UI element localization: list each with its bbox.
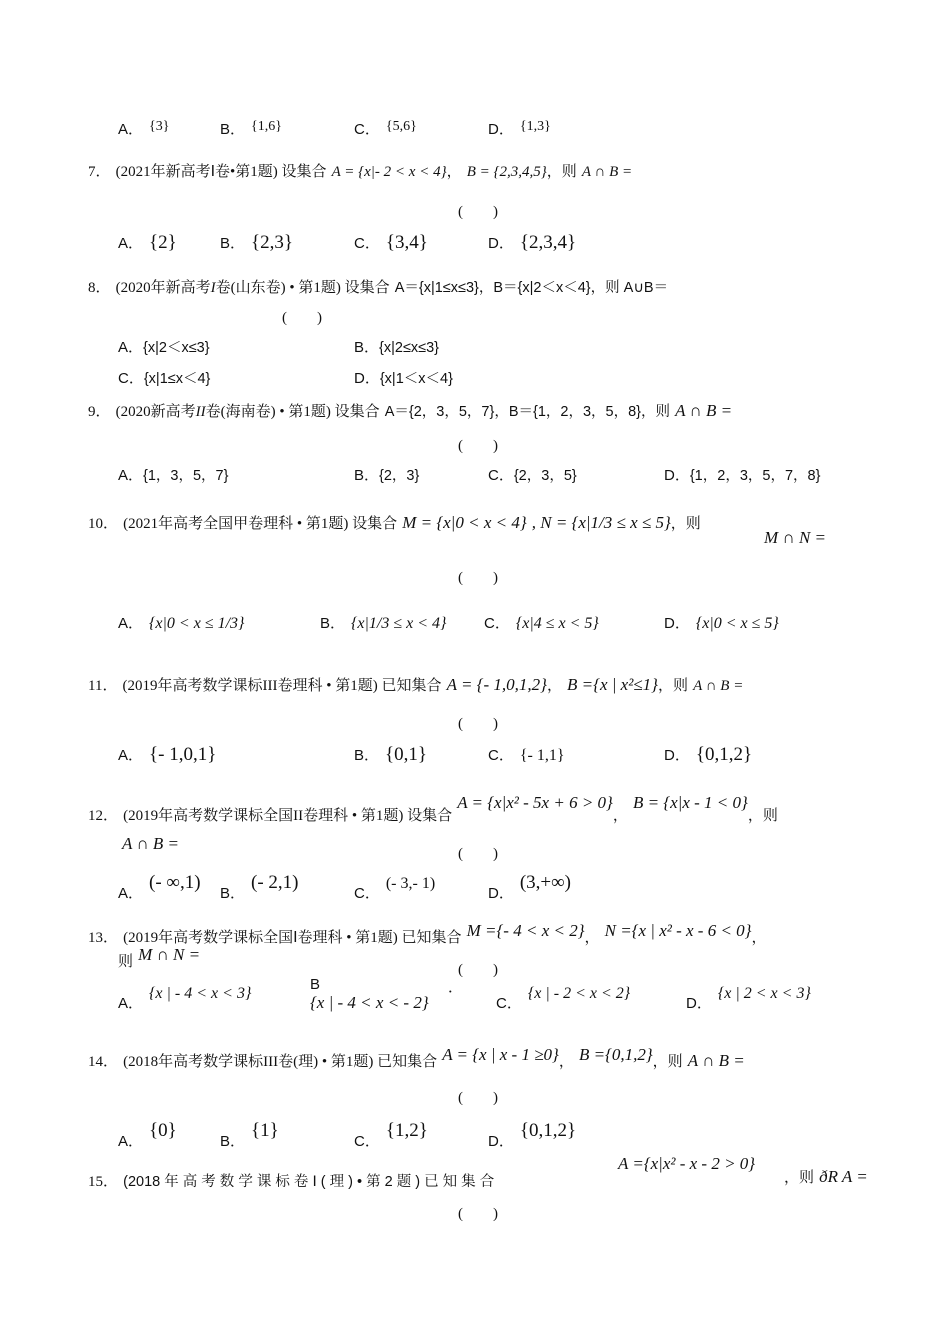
question-15 [88, 1170, 494, 1191]
question-number: 9． [88, 404, 111, 420]
set-n: , N = {x|1/3 ≤ x ≤ 5} [531, 513, 671, 532]
option-c [488, 744, 565, 765]
then-word: ，则 [747, 808, 778, 824]
option-value: {x | 2 < x < 3} [717, 985, 811, 1002]
option-value: (- 2,1) [251, 872, 299, 893]
then-word: ，则 [784, 1170, 815, 1186]
option-value: (3,+∞) [519, 872, 572, 893]
expression: ðR A = [819, 1167, 868, 1186]
option-b [220, 118, 282, 139]
option-a [118, 118, 169, 139]
option-a [118, 872, 201, 902]
expression: A ∩ B = [675, 401, 733, 420]
set-m: M ={- 4 < x < 2} [466, 921, 585, 940]
option-value: (- 3,- 1) [385, 875, 436, 892]
option-b [310, 976, 429, 1013]
option-label: ． [448, 979, 464, 996]
option-value: (- ∞,1) [149, 872, 201, 893]
option-d [664, 744, 752, 766]
option-c [484, 612, 599, 633]
question-source: (2019年高考数学课标III卷理科 • 第1题) 已知集合 [122, 678, 442, 694]
question-number: 10． [88, 516, 119, 532]
separator: ， [558, 1054, 574, 1070]
question-source: (2021年高考全国甲卷理科 • 第1题) 设集合 [123, 516, 398, 532]
option-b [354, 744, 427, 766]
option-d [488, 232, 576, 254]
option-c [354, 1120, 428, 1150]
set-b: B ={0,1,2} [578, 1045, 653, 1064]
answer-paren: ( ) [458, 962, 498, 978]
option-value: {5,6} [385, 119, 417, 134]
answer-paren: ( ) [458, 1206, 498, 1222]
option-label: C． [488, 467, 514, 484]
option-d [488, 118, 551, 139]
option-d [488, 1120, 577, 1150]
option-label: D． [664, 467, 690, 484]
sets: A＝{x|1≤x≤3}，B＝{x|2＜x＜4}，则 A∪B＝ [394, 280, 669, 296]
separator: ， [751, 930, 767, 946]
option-label: A． [118, 885, 144, 902]
option-b-dot [448, 976, 463, 997]
option-label: B． [220, 235, 246, 252]
option-label: D． [664, 615, 690, 632]
answer-paren: ( ) [282, 310, 322, 326]
answer-paren: ( ) [458, 204, 498, 220]
option-d [686, 982, 811, 1012]
question-15-tail [784, 1166, 868, 1187]
question-14 [88, 1045, 745, 1071]
set-b: B ={x | x²≤1} [567, 675, 658, 694]
option-value: {x|1/3 ≤ x < 4} [351, 615, 447, 632]
option-label: C． [354, 235, 380, 252]
set-m: M = {x|0 < x < 4} [402, 513, 527, 532]
option-label: A． [118, 467, 144, 484]
option-value: {0,1,2} [695, 744, 753, 765]
question-source-2: 卷(山东卷) • 第1题) 设集合 [215, 280, 390, 296]
set-a: A ={x|x² - x - 2 > 0} [618, 1154, 756, 1173]
question-number: 13． [88, 930, 119, 946]
option-value: {1,3} [519, 119, 551, 134]
expression: A ∩ B = [581, 164, 633, 180]
option-c [354, 118, 417, 139]
question-13-line-2 [118, 945, 201, 971]
option-b [220, 232, 293, 254]
option-value: {1} [251, 1120, 279, 1141]
question-number: 11． [88, 678, 118, 694]
question-10 [88, 512, 701, 533]
question-source: (2020新高考 [115, 404, 196, 420]
option-value: {x | - 4 < x < - 2} [310, 993, 429, 1012]
then-word: ，则 [546, 164, 577, 180]
expression: M ∩ N = [138, 945, 201, 964]
option-b [220, 872, 299, 902]
question-number: 12． [88, 808, 119, 824]
expression: A ∩ B = [687, 1051, 745, 1070]
option-value: {x|2≤x≤3} [379, 340, 440, 356]
option-label: A． [118, 235, 144, 252]
set-n: N ={x | x² - x - 6 < 0} [604, 921, 752, 940]
expression: A ∩ B = [693, 678, 744, 694]
sets: A＝{2，3，5，7}，B＝{1，2，3，5，8}，则 [384, 404, 670, 420]
option-value: {x|0 < x ≤ 5} [695, 615, 779, 632]
set-a: A = {x|x² - 5x + 6 > 0} [457, 793, 613, 812]
option-c [118, 367, 210, 388]
question-source: (2021年新高考Ⅰ卷•第1题) 设集合 [115, 164, 327, 180]
option-label: D． [488, 885, 514, 902]
then-word: ，则 [652, 1054, 683, 1070]
question-9 [88, 400, 732, 421]
then-word: 则 [118, 954, 134, 970]
question-source: (2019年高考数学课标全国Ⅰ卷理科 • 第1题) 已知集合 [123, 930, 462, 946]
option-value: {2，3} [379, 468, 420, 484]
option-value: {3} [149, 119, 170, 134]
option-a [118, 1120, 177, 1150]
option-a [118, 612, 244, 633]
option-value: {x | - 2 < x < 2} [527, 985, 631, 1002]
separator: ， [612, 808, 628, 824]
option-d [488, 872, 572, 902]
option-label: C． [488, 747, 514, 764]
set-a: A = {x | x - 1 ≥0} [442, 1045, 559, 1064]
set-b: B = {x|x - 1 < 0} [632, 793, 748, 812]
option-label: B． [354, 467, 380, 484]
option-label: D． [488, 1133, 514, 1150]
roman-numeral: I [210, 280, 216, 296]
answer-paren: ( ) [458, 1090, 498, 1106]
option-label: C． [354, 121, 380, 138]
option-d [664, 464, 820, 485]
question-source-2: 卷(海南卷) • 第1题) 设集合 [205, 404, 380, 420]
option-c [354, 872, 436, 902]
option-d [664, 612, 779, 633]
option-label: C． [496, 995, 522, 1012]
option-value: {- 1,1} [519, 747, 565, 764]
question-source: (2019年高考数学课标全国II卷理科 • 第1题) 设集合 [123, 808, 453, 824]
expression: M ∩ N = [764, 528, 826, 547]
option-label: B． [354, 339, 380, 356]
separator: ， [584, 930, 600, 946]
option-value: {2} [149, 232, 177, 253]
option-value: {x | - 4 < x < 3} [149, 985, 252, 1002]
question-15-set [618, 1154, 755, 1174]
option-value: {3,4} [385, 232, 428, 253]
option-label: D． [488, 121, 514, 138]
then-word: ，则 [670, 516, 701, 532]
answer-paren: ( ) [458, 570, 498, 586]
option-value: {1，2，3，5，7，8} [689, 468, 821, 484]
option-value: {2,3} [251, 232, 294, 253]
option-c [354, 232, 428, 254]
option-b [220, 1120, 279, 1150]
option-label: C． [118, 370, 144, 387]
option-value: {1,6} [251, 119, 282, 134]
option-label: C． [354, 1133, 380, 1150]
option-value: {0,1,2} [519, 1120, 577, 1141]
question-7 [88, 160, 632, 181]
option-label: A． [118, 995, 144, 1012]
option-a [118, 464, 228, 485]
option-value: {0,1} [385, 744, 428, 765]
option-label: B． [220, 885, 246, 902]
question-source: (2020年新高考 [115, 280, 211, 296]
option-value: {x|1＜x＜4} [379, 371, 453, 387]
option-label: A． [118, 339, 144, 356]
set-a: A = {- 1,0,1,2} [446, 675, 547, 694]
option-label: A． [118, 121, 144, 138]
separator: ， [546, 678, 562, 694]
option-label: B． [354, 747, 380, 764]
option-label: C． [484, 615, 510, 632]
question-number: 15． [88, 1174, 119, 1190]
then-word: ，则 [657, 678, 688, 694]
question-11 [88, 674, 743, 695]
option-value: {x|2＜x≤3} [143, 340, 210, 356]
option-value: {2，3，5} [513, 468, 577, 484]
option-a [118, 232, 177, 254]
question-source: (2018年高考数学课标III卷(理) • 第1题) 已知集合 [123, 1054, 438, 1070]
question-number: 14． [88, 1054, 119, 1070]
question-source: (2018 年 高 考 数 学 课 标 卷 Ⅰ ( 理 ) • 第 2 题 ) 已 知 集 合 [123, 1174, 495, 1190]
option-label: C． [354, 885, 380, 902]
question-8 [88, 276, 668, 297]
option-a [118, 336, 210, 357]
option-label: A． [118, 747, 144, 764]
set-b: B = {2,3,4,5} [466, 164, 547, 180]
set-a: A = {x|- 2 < x < 4} [331, 164, 447, 180]
option-value: {x|1≤x＜4} [143, 371, 211, 387]
option-d [354, 367, 453, 388]
option-value: {- 1,0,1} [149, 744, 217, 765]
option-label: B． [320, 615, 346, 632]
option-a [118, 744, 216, 766]
question-number: 7． [88, 164, 111, 180]
option-label: D． [488, 235, 514, 252]
answer-paren: ( ) [458, 716, 498, 732]
option-label: A． [118, 1133, 144, 1150]
option-value: {2,3,4} [519, 232, 577, 253]
question-13 [88, 921, 767, 947]
option-label: A． [118, 615, 144, 632]
answer-paren: ( ) [458, 846, 498, 862]
option-value: {x|4 ≤ x < 5} [515, 615, 599, 632]
option-value: {x|0 < x ≤ 1/3} [149, 615, 245, 632]
roman-numeral: II [195, 404, 206, 420]
expression: A ∩ B = [122, 834, 179, 853]
question-12 [88, 793, 778, 825]
separator: ， [446, 164, 462, 180]
option-a [118, 982, 252, 1012]
option-label: B． [220, 121, 246, 138]
option-b [354, 336, 439, 357]
option-label: D． [354, 370, 380, 387]
option-label: D． [664, 747, 690, 764]
question-number: 8． [88, 280, 111, 296]
option-label: B． [220, 1133, 246, 1150]
option-label: B [310, 976, 321, 993]
answer-paren: ( ) [458, 438, 498, 454]
option-c [496, 982, 631, 1012]
option-value: {1，3，5，7} [143, 468, 229, 484]
option-label: D． [686, 995, 712, 1012]
option-b [320, 612, 446, 633]
option-value: {0} [149, 1120, 177, 1141]
option-c [488, 464, 577, 485]
option-value: {1,2} [385, 1120, 428, 1141]
option-b [354, 464, 419, 485]
